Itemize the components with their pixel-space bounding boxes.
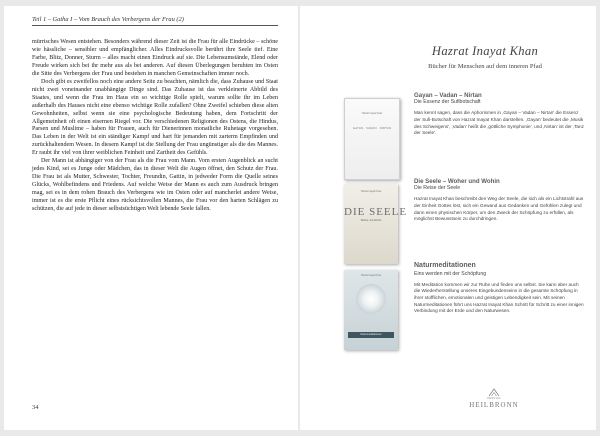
book-cover-gayan	[344, 98, 400, 180]
book-description: Hazrat Inayat Khan beschreibt den Weg der Seele, die sich als ein Lichtstrahl aus der Einheit Gottes löst, sich ein Gewand aus Gedanken und Gefühlen zulegt und dann einen physischen Körper, um den Zweck der Schöpfung zu erfüllen, als möglichst Bewusstsein zu durchdringen.	[414, 196, 584, 222]
cover-title: DIE SEELE	[344, 206, 408, 218]
author-subtitle: Bücher für Menschen auf dem inneren Pfad	[428, 63, 542, 70]
publisher-name: HEILBRONN	[469, 400, 519, 409]
right-page	[300, 6, 596, 430]
book-subtitle: Die Essenz der Sufibotschaft	[414, 99, 481, 106]
book-description: Man kennt sagen, dass die Aphorismen in ‚Gayan – Vadan – Nirtan' die Essenz der Sufi-Botschaft von Hazrat Inayat Khan darstellen. ‚Gayan' bedeutet die ‚Musik des Schweigens', ‚Vadan' heißt die ‚göttliche Symphonie', und ‚Nirtan' ist der ‚Tanz der Seele'.	[414, 110, 584, 136]
cover-author: Hazrat Inayat Khan	[361, 112, 383, 115]
paragraph-2: Doch gibt es zweifellos noch eine andere Seite zu beachten, nämlich die, dass Zuhause und Staat nicht zwei voneinander unabhängige Dinge sind. Das Zuhause ist das verkleinerte Abbild des Staates, und wenn die Frau im Haus ein so wichtige Rolle spielt, warum sollte ihr im Leben außerhalb des Hauses nicht eine ebenso wichtige Rolle zufallen? Ohne Zweifel schieben diese alten Gewohnheiten, selbst wenn sie eine psychologische Bedeutung haben, dem Fortschritt der Allgemeinheit oft einen eisernen Riegel vor. Die verschiedenen Religionen des Ostens, die Hindus, Parsen und Muslime – haben für Frauen, auch für Dienerinnen monatliche Ruhetage vorgesehen. Das Leben in der Welt ist ein ständiger Kampf und hart für jemanden mit zarterm Empfinden und zurückhaltendem Wesen. In diesem Kampf ist die Stellung der Frau ungünstiger als die des Mannes. Er raubt ihr viel von ihrer weiblichen Feinheit und Zartheit des Gefühls.	[32, 78, 278, 157]
book-subtitle: Eins werden mit der Schöpfung	[414, 270, 487, 277]
book-title: Gayan – Vadan – Nirtan	[414, 92, 482, 99]
paragraph-1: mürrisches Wesen entstehen. Besonders während dieser Zeit ist die Frau für alle Eindrücke – schöne wie hässliche – sensibler und empfänglicher. Alles Eindrucksvolle berührt ihre Seele tief. Eine Farbe, Blitz, Donner, Sturm – alles macht einen Eindruck auf sie. Die Lebensumstände, Elend oder Freude wirken sich bei ihr mehr aus als bei anderen. Auf diesen Überlegungen beruhten im Osten die Sitte des Verbergens der Frau und bestehen in manchen Gemeinschaften immer noch.	[32, 39, 278, 77]
book-description: Mit Meditation kommen wir zur Ruhe und finden uns selbst. Sie kann aber auch die Wiederherstellung unseres Eingebundenseins in die gesamte Schöpfung in ihrer stofflichen, emotionalen und geistigen Lebendigkeit sein. Mit seinen Naturmeditationen führt uns Hazrat Inayat Khan Schritt für Schritt zu einer innigen Verbindung mit der Erde und den Naturwesen.	[414, 281, 584, 314]
cover-subtitle: Woher und Wohin	[360, 219, 382, 222]
book-cover-naturmeditationen	[344, 270, 398, 350]
cover-author: Hazrat Inayat Khan	[360, 274, 382, 277]
body-text	[32, 39, 278, 214]
book-entry-gayan	[414, 92, 584, 137]
publisher-emblem-icon	[487, 388, 501, 397]
page-number: 34	[32, 404, 39, 411]
left-page	[4, 6, 298, 430]
cover-author: Hazrat Inayat Khan	[360, 190, 382, 193]
book-cover-die-seele	[344, 184, 408, 264]
book-title: Naturmeditationen	[414, 262, 476, 269]
book-entry-die-seele	[414, 178, 584, 223]
running-head: Teil 1 – Gatha I – Vom Brauch des Verbergens der Frau (2)	[32, 16, 278, 26]
cover-title: GAYAN · VADAN · NIRTAN	[352, 126, 392, 130]
flower-image	[356, 284, 386, 314]
author-title: Hazrat Inayat Khan	[431, 44, 539, 58]
book-title: Die Seele – Woher und Wohin	[414, 178, 500, 185]
cover-title: Naturmeditationen	[348, 332, 394, 338]
book-subtitle: Die Reise der Seele	[414, 185, 461, 192]
publisher-label: VERLAG	[486, 397, 502, 400]
book-entry-naturmeditationen	[414, 262, 584, 315]
publisher-logo	[464, 388, 524, 409]
paragraph-3: Der Mann ist abhängiger von der Frau als die Frau vom Mann. Vom ersten Augenblick an sucht jedes Kind, sei es Junge oder Mädchen, das in dieser Welt die Augen öffnet, den Schutz der Frau. Die Frau ist als Mutter, Schwester, Tochter, Freundin, Gattin, in jedweder Form die Quelle seines Glücks, Wohlbefindens und Friedens. Auf welche Weise der Mann es auch zum Ausdruck bringen mag, sei es in dem rohen Brauch des Verbergens wie im Osten oder auf mancherlei andere Weise, immer ist es die erste Pflicht eines rücksichtsvollen Mannes, die Frau vor den harten Schlägen zu schützen, die auf jede in dieser selbstsüchtigen Welt lebende Seele fallen.	[32, 158, 278, 213]
